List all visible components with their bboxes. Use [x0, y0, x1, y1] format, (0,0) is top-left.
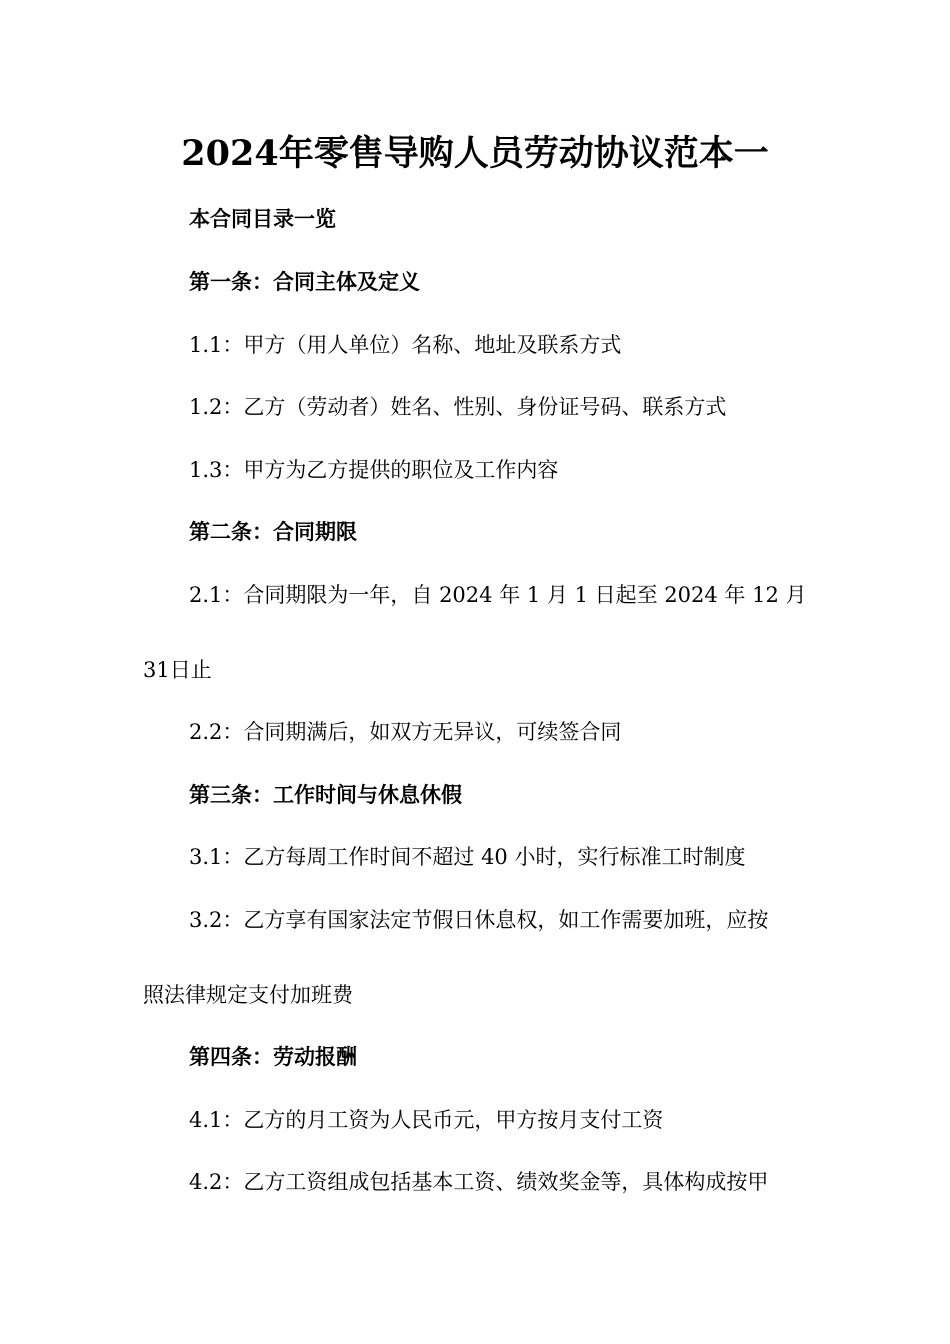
- clause-line: 3.1：乙方每周工作时间不超过 40 小时，实行标准工时制度: [189, 845, 746, 869]
- clause-line-continuation: 照法律规定支付加班费: [143, 983, 353, 1007]
- clause-line: 4.2：乙方工资组成包括基本工资、绩效奖金等，具体构成按甲: [189, 1170, 769, 1194]
- clause-line: 2.2：合同期满后，如双方无异议，可续签合同: [189, 720, 622, 744]
- section-heading: 第二条：合同期限: [189, 519, 357, 544]
- section-heading: 第一条：合同主体及定义: [189, 269, 420, 294]
- clause-line: 4.1：乙方的月工资为人民币元，甲方按月支付工资: [189, 1108, 664, 1132]
- clause-line: 2.1：合同期限为一年，自 2024 年 1 月 1 日起至 2024 年 12 月: [189, 583, 807, 607]
- clause-line: 1.3：甲方为乙方提供的职位及工作内容: [189, 458, 559, 482]
- document-title: 2024年零售导购人员劳动协议范本一: [181, 133, 769, 174]
- section-heading: 第三条：工作时间与休息休假: [189, 782, 462, 807]
- clause-line: 1.1：甲方（用人单位）名称、地址及联系方式: [189, 333, 622, 357]
- clause-line: 3.2：乙方享有国家法定节假日休息权，如工作需要加班，应按: [189, 908, 769, 932]
- clause-line-continuation: 31日止: [143, 658, 212, 682]
- section-heading: 第四条：劳动报酬: [189, 1044, 357, 1069]
- toc-heading: 本合同目录一览: [189, 206, 336, 231]
- clause-line: 1.2：乙方（劳动者）姓名、性别、身份证号码、联系方式: [189, 395, 727, 419]
